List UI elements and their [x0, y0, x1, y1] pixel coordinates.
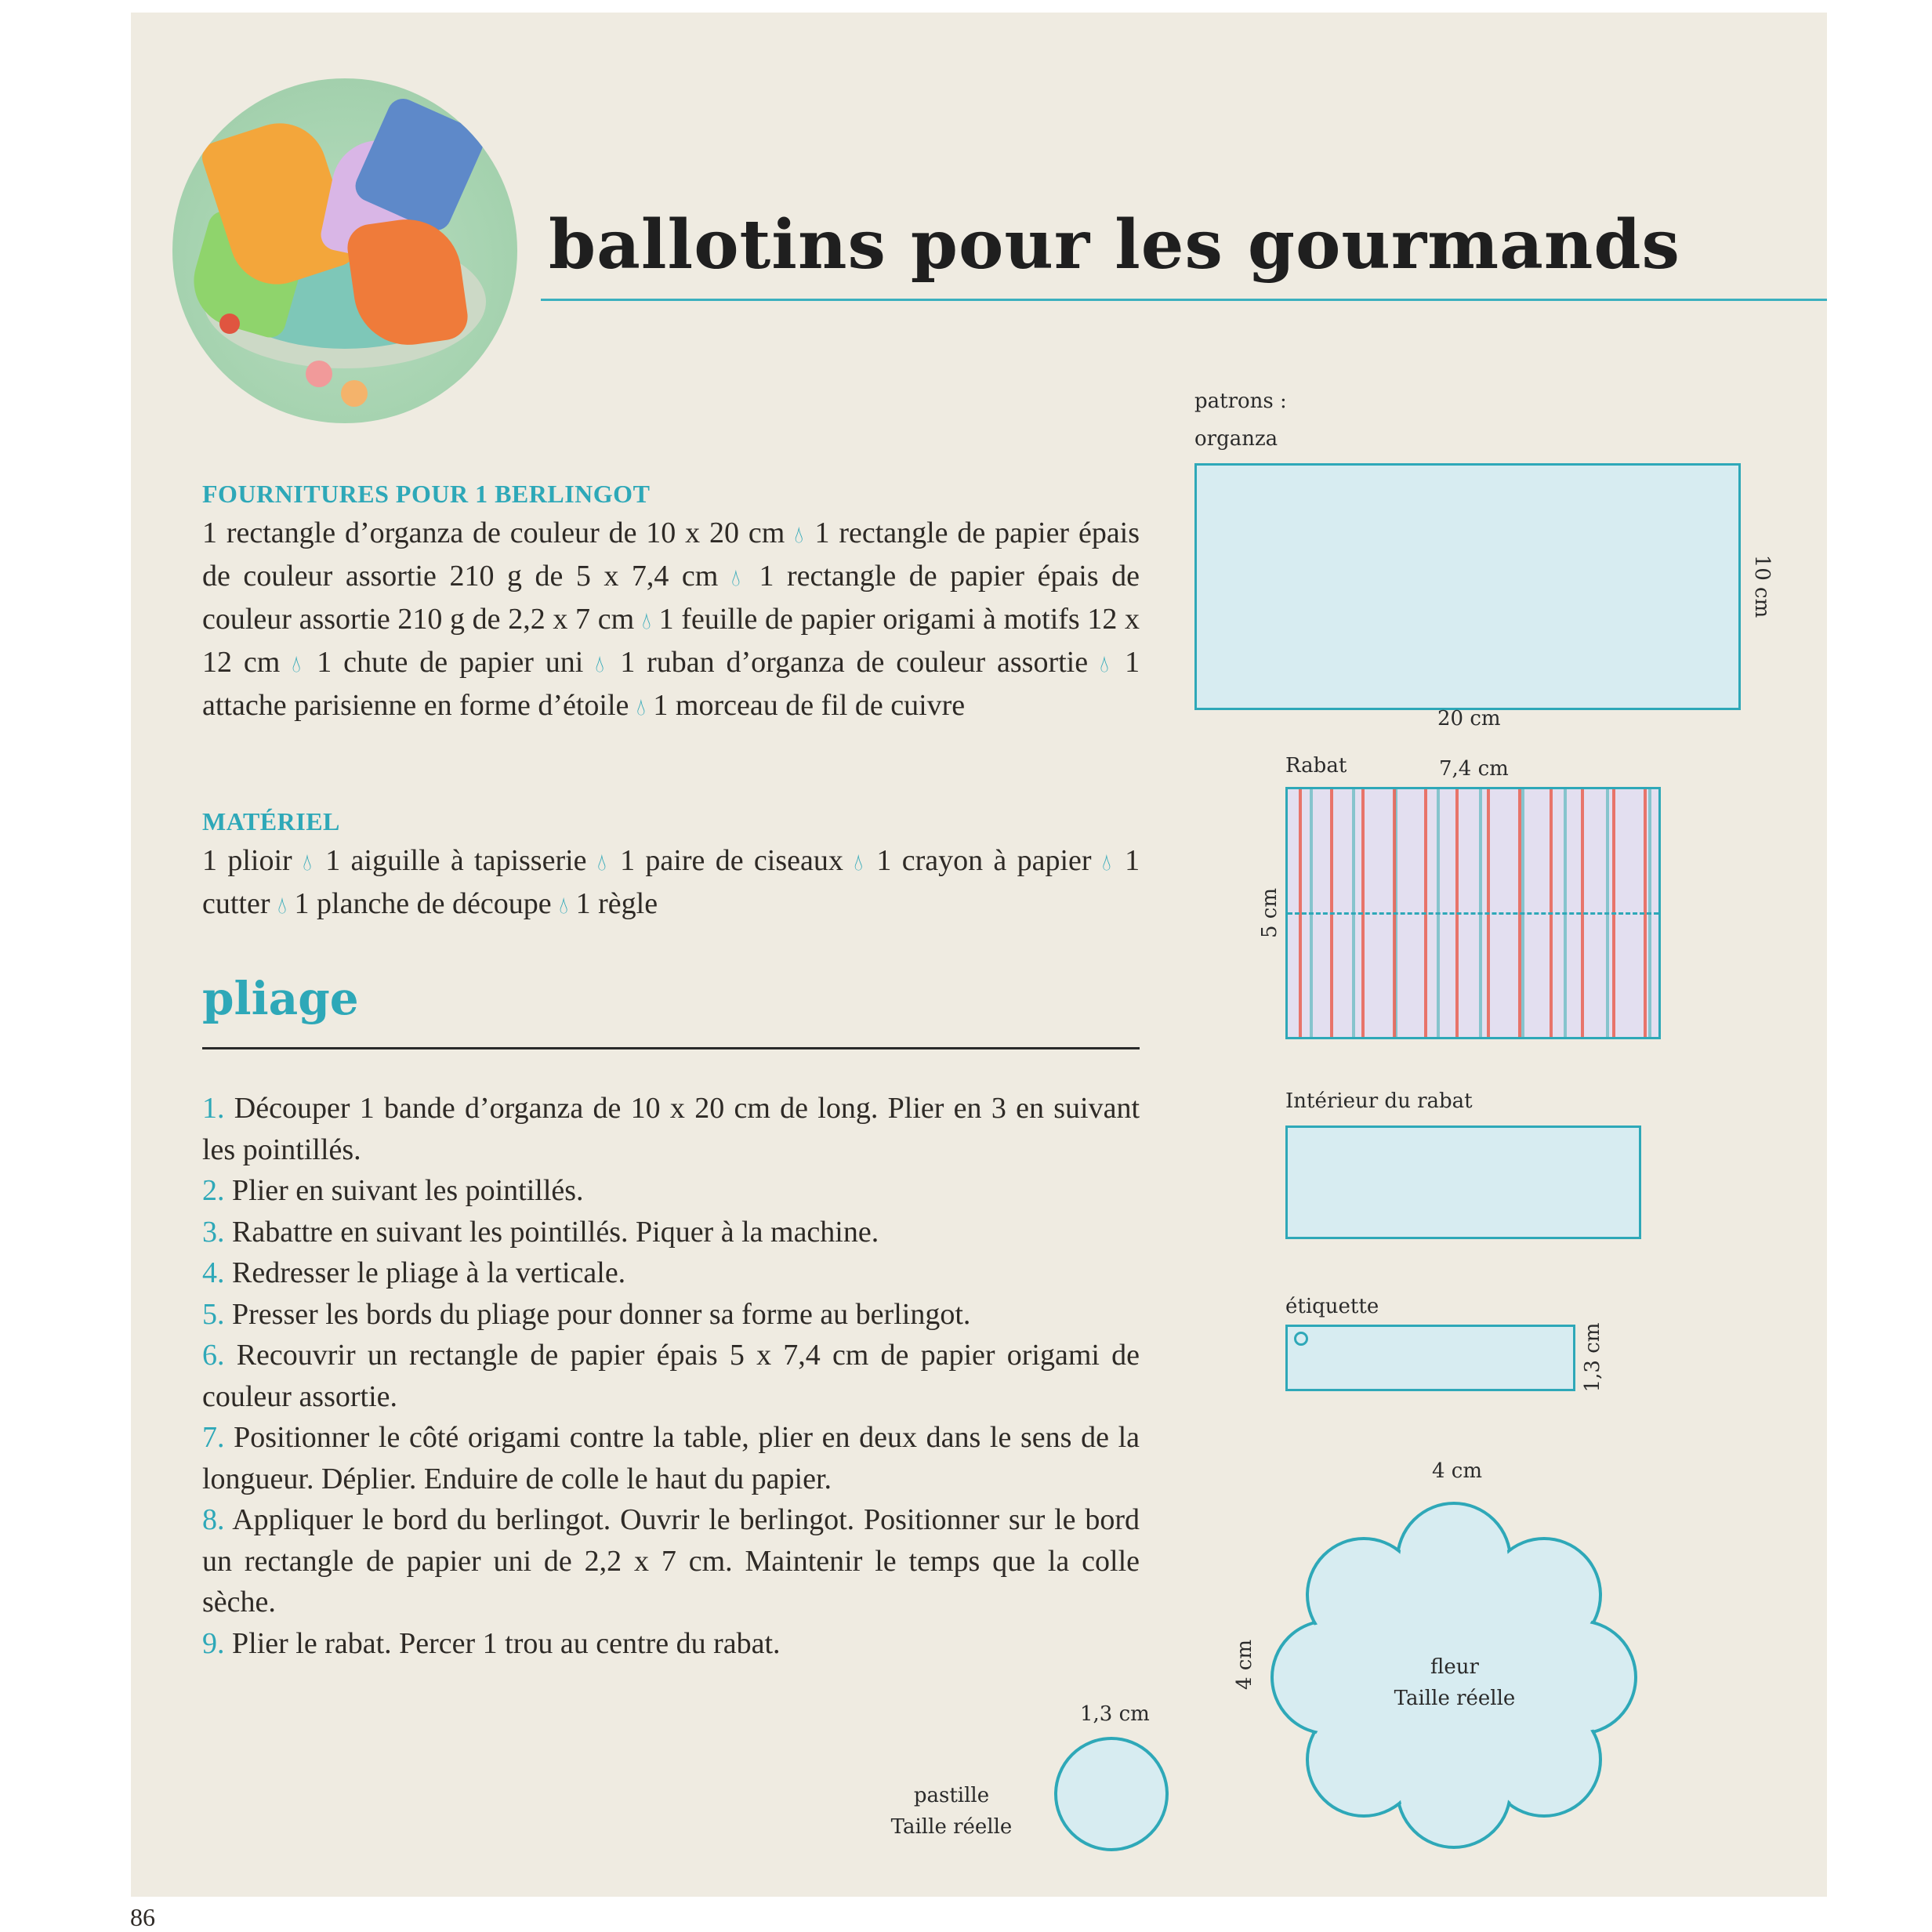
step-text: Découper 1 bande d’organza de 10 x 20 cm de long. Plier en 3 en suivant les pointillés. [202, 1092, 1140, 1166]
step-number: 9. [202, 1626, 225, 1660]
step-text: Redresser le pliage à la verticale. [232, 1256, 626, 1289]
step-number: 2. [202, 1174, 225, 1207]
step-number: 1. [202, 1092, 225, 1125]
fleur-label: fleur [1430, 1655, 1479, 1679]
material-item: 1 plioir [202, 844, 292, 877]
steps-list [202, 1088, 1140, 1664]
supply-item: 1 rectangle de papier épais de couleur assortie 210 g de 5 x 7,4 cm [202, 517, 1140, 593]
step-number: 6. [202, 1339, 225, 1372]
supply-item: 1 rectangle d’organza de couleur de 10 x 20 cm [202, 517, 785, 549]
pastille-size-label: 1,3 cm [1080, 1702, 1150, 1726]
organza-height-label: 10 cm [1750, 554, 1774, 618]
drop-bullet-icon: 💧︎ [636, 694, 646, 720]
step-number: 5. [202, 1297, 225, 1331]
drop-bullet-icon: 💧︎ [794, 522, 806, 548]
drop-bullet-icon: 💧︎ [730, 565, 746, 591]
ballotins-photo [172, 78, 517, 423]
pastille-pattern [1054, 1737, 1169, 1851]
step-text: Recouvrir un rectangle de papier épais 5 x 7,4 cm de papier origami de couleur assortie. [202, 1339, 1140, 1413]
candy-shape [219, 314, 240, 334]
drop-bullet-icon: 💧︎ [1099, 651, 1114, 677]
drop-bullet-icon: 💧︎ [854, 850, 867, 875]
drop-bullet-icon: 💧︎ [596, 850, 610, 875]
interieur-pattern [1285, 1125, 1641, 1239]
pastille-sublabel: Taille réelle [890, 1815, 1013, 1839]
step-number: 8. [202, 1503, 225, 1536]
rabat-pattern [1285, 787, 1661, 1039]
rabat-width-label: 7,4 cm [1439, 757, 1509, 781]
step-number: 4. [202, 1256, 225, 1289]
organza-width-label: 20 cm [1437, 707, 1501, 730]
material-item: 1 paire de ciseaux [620, 844, 843, 877]
material-item: 1 crayon à papier [876, 844, 1092, 877]
step-text: Appliquer le bord du berlingot. Ouvrir le berlingot. Positionner sur le bord un rectangle de papier uni de 2,2 x 7 cm. Maintenir le temps que la colle sèche. [202, 1503, 1140, 1618]
step-item [202, 1170, 1140, 1212]
page-number: 86 [130, 1903, 155, 1931]
material-item: 1 planche de découpe [294, 887, 552, 920]
candy-shape [341, 380, 368, 407]
fleur-height-label: 4 cm [1233, 1639, 1256, 1691]
hole-circle [1294, 1332, 1308, 1346]
drop-bullet-icon: 💧︎ [277, 893, 288, 919]
candy-shape [306, 361, 332, 387]
interieur-label: Intérieur du rabat [1285, 1089, 1473, 1113]
step-item [202, 1417, 1140, 1499]
step-text: Plier en suivant les pointillés. [232, 1174, 584, 1207]
materials-heading: MATÉRIEL [202, 807, 340, 836]
step-item [202, 1252, 1140, 1294]
step-item [202, 1088, 1140, 1170]
rabat-height-label: 5 cm [1258, 887, 1281, 939]
pastille-label: pastille [913, 1784, 990, 1807]
supply-item: 1 chute de papier uni [317, 646, 584, 679]
etiquette-height-label: 1,3 cm [1581, 1322, 1604, 1393]
step-number: 3. [202, 1215, 225, 1249]
page-title: ballotins pour les gourmands [549, 205, 1680, 285]
step-item [202, 1499, 1140, 1623]
fold-line [1288, 912, 1658, 915]
patterns-heading: patrons : [1194, 390, 1287, 413]
etiquette-label: étiquette [1285, 1295, 1379, 1318]
step-item [202, 1623, 1140, 1665]
step-item [202, 1212, 1140, 1253]
step-item [202, 1335, 1140, 1417]
drop-bullet-icon: 💧︎ [303, 850, 315, 875]
step-text: Plier le rabat. Percer 1 trou au centre du rabat. [232, 1626, 781, 1660]
etiquette-pattern [1285, 1325, 1575, 1391]
material-item: 1 cutter [202, 844, 1140, 920]
supplies-list [202, 513, 1140, 728]
drop-bullet-icon: 💧︎ [292, 651, 306, 677]
step-text: Rabattre en suivant les pointillés. Piquer à la machine. [232, 1215, 879, 1249]
fleur-width-label: 4 cm [1432, 1459, 1483, 1483]
title-underline [541, 299, 1827, 301]
step-text: Positionner le côté origami contre la table, plier en deux dans le sens de la longueur. Déplier. Enduire de colle le haut du papier. [202, 1421, 1140, 1495]
material-item: 1 aiguille à tapisserie [325, 844, 587, 877]
step-item [202, 1294, 1140, 1336]
step-text: Presser les bords du pliage pour donner sa forme au berlingot. [232, 1297, 971, 1331]
supplies-heading: FOURNITURES POUR 1 BERLINGOT [202, 480, 651, 508]
materials-list [202, 840, 1140, 926]
supply-item: 1 rectangle de papier épais de couleur assortie 210 g de 2,2 x 7 cm [202, 560, 1140, 636]
supply-item: 1 morceau de fil de cuivre [653, 689, 966, 722]
pliage-heading: pliage [202, 972, 359, 1025]
organza-pattern [1194, 463, 1741, 710]
step-number: 7. [202, 1421, 225, 1454]
supply-item: 1 ruban d’organza de couleur assortie [620, 646, 1089, 679]
supply-item: 1 feuille de papier origami à motifs 12 x 12 cm [202, 603, 1140, 679]
rabat-label: Rabat [1285, 754, 1347, 778]
organza-label: organza [1194, 427, 1278, 451]
pliage-underline [202, 1047, 1140, 1049]
drop-bullet-icon: 💧︎ [559, 893, 569, 919]
material-item: 1 règle [575, 887, 658, 920]
supply-item: 1 attache parisienne en forme d’étoile [202, 646, 1140, 722]
drop-bullet-icon: 💧︎ [595, 651, 609, 677]
fleur-sublabel: Taille réelle [1394, 1687, 1516, 1710]
drop-bullet-icon: 💧︎ [1101, 850, 1115, 875]
drop-bullet-icon: 💧︎ [641, 608, 651, 634]
